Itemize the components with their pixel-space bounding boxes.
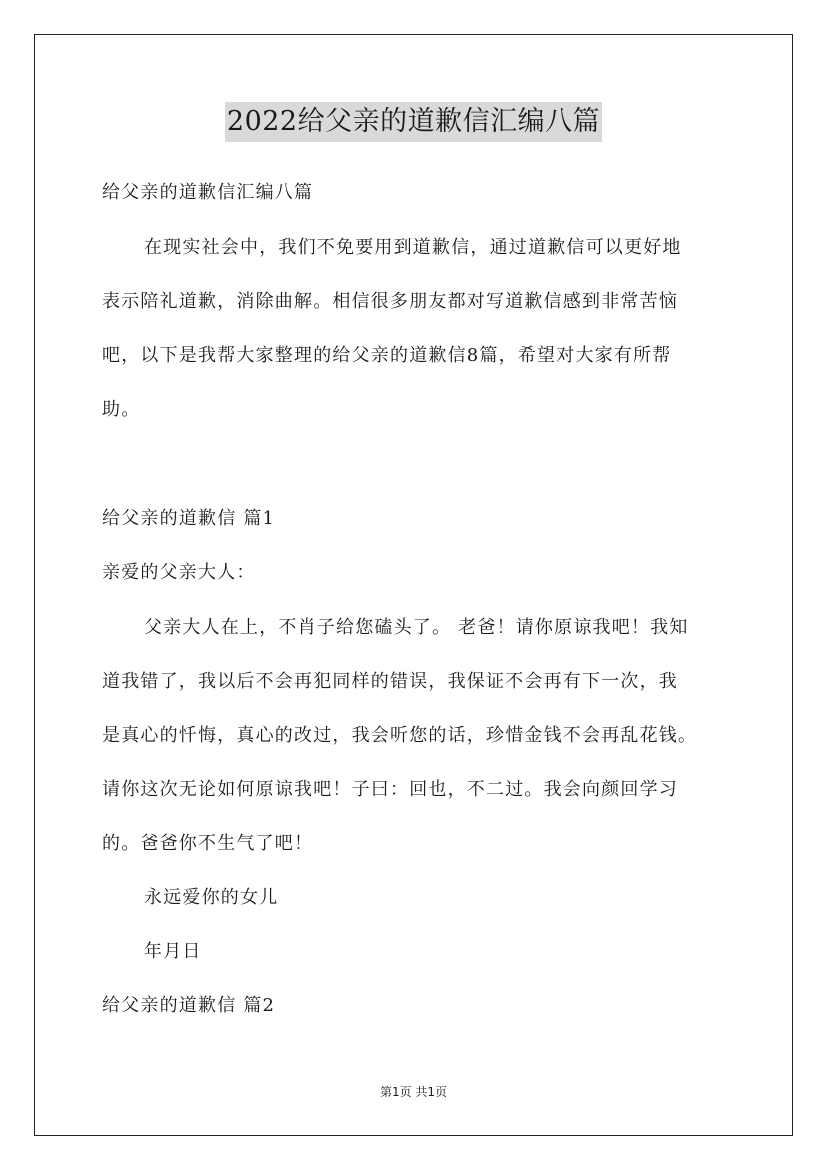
intro-line-4: 助。 xyxy=(102,399,141,420)
letter-salutation: 亲爱的父亲大人： xyxy=(102,562,256,583)
letter-line-3: 是真心的忏悔，真心的改过，我会听您的话，珍惜金钱不会再乱花钱。 xyxy=(102,725,698,746)
section-2-heading: 给父亲的道歉信 篇2 xyxy=(102,995,276,1016)
letter-line-4: 请你这次无论如何原谅我吧！子曰：回也，不二过。我会向颜回学习 xyxy=(102,779,678,800)
document-subtitle: 给父亲的道歉信汇编八篇 xyxy=(102,182,314,203)
intro-line-1: 在现实社会中，我们不免要用到道歉信，通过道歉信可以更好地 xyxy=(144,237,682,258)
page-footer: 第1页 共1页 xyxy=(379,1085,448,1099)
letter-date: 年月日 xyxy=(144,941,202,962)
section-1-heading: 给父亲的道歉信 篇1 xyxy=(102,508,276,529)
document-title: 2022给父亲的道歉信汇编八篇 xyxy=(225,102,602,142)
title-container xyxy=(0,102,827,142)
letter-signature: 永远爱你的女儿 xyxy=(144,887,279,908)
letter-line-2: 道我错了，我以后不会再犯同样的错误，我保证不会再有下一次，我 xyxy=(102,671,678,692)
letter-line-1: 父亲大人在上，不肖子给您磕头了。 老爸！请你原谅我吧！我知 xyxy=(144,617,689,638)
intro-line-2: 表示陪礼道歉，消除曲解。相信很多朋友都对写道歉信感到非常苦恼 xyxy=(102,291,678,312)
intro-line-3: 吧，以下是我帮大家整理的给父亲的道歉信8篇，希望对大家有所帮 xyxy=(102,345,672,366)
letter-line-5: 的。爸爸你不生气了吧！ xyxy=(102,833,314,854)
